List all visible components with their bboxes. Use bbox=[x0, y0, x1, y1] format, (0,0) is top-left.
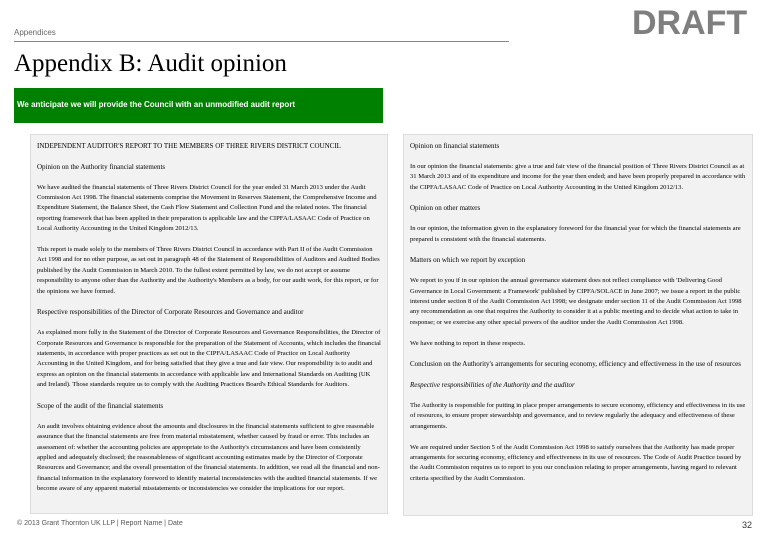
paragraph: We have nothing to report in these respects. bbox=[410, 339, 526, 347]
header-divider bbox=[14, 41, 509, 42]
auditor-report-left-column bbox=[30, 134, 388, 514]
section-heading: Conclusion on the Authority's arrangements for securing economy, efficiency and effectiveness in the use of resources bbox=[410, 360, 742, 369]
draft-watermark: DRAFT bbox=[632, 4, 748, 42]
paragraph: We are required under Section 5 of the Audit Commission Act 1998 to satisfy ourselves that the Authority has made proper arrangements for securing economy, efficiency and effectiveness in its use of resources. The Code of Audit Practice issued by the Audit Commission requires us to report to you our conclusion relating to proper arrangements, having regard to relevant criteria specified by the Audit Commission. bbox=[410, 443, 742, 482]
section-heading: Opinion on financial statements bbox=[410, 142, 500, 150]
paragraph: As explained more fully in the Statement of the Director of Corporate Resources and Governance Responsibilities, the Director of Corporate Resources and Governance is responsible for the preparation of the Statement of Accounts, which includes the financial statements, in accordance with proper practices as set out in the CIPFA/LASAAC Code of Practice on Local Authority Accounting in the United Kingdom, and for being satisfied that they give a true and fair view. Our responsibility is to audit and express an opinion on the financial statements in accordance with applicable law and International Standards on Auditing (UK and Ireland). Those standards require us to comply with the Auditing Practices Board's Ethical Standards for Auditors. bbox=[37, 329, 381, 389]
auditor-report-right-column bbox=[403, 134, 753, 516]
paragraph: An audit involves obtaining evidence about the amounts and disclosures in the financial statements sufficient to give reasonable assurance that the financial statements are free from material misstatement, whether caused by fraud or error. This includes an assessment of: whether the accounting policies are appropriate to the Authority's circumstances and have been consistently applied and adequately disclosed; the reasonableness of significant accounting estimates made by the Director of Corporate Resources and Governance; and the overall presentation of the financial statements. In addition, we read all the financial and non-financial information in the explanatory foreword to identify material inconsistencies with the audited financial statements. If we become aware of any apparent material misstatements or inconsistencies we consider the implications for our report. bbox=[37, 422, 380, 493]
paragraph: The Authority is responsible for putting in place proper arrangements to secure economy, efficiency and effectiveness in its use of resources, to ensure proper stewardship and governance, and to review regularly the adequacy and effectiveness of these arrangements. bbox=[410, 402, 746, 430]
paragraph: We have audited the financial statements of Three Rivers District Council for the year ended 31 March 2013 under the Audit Commission Act 1998. The financial statements comprise the Movement in Reserves Statement, the Comprehensive Income and Expenditure Statement, the Balance Sheet, the Cash Flow Statement and Collection Fund and the related notes. The financial reporting framework that has been applied in their preparation is applicable law and the CIPFA/LASAAC Code of Practice on Local Authority Accounting in the United Kingdom 2012/13. bbox=[37, 183, 377, 233]
section-heading: Opinion on the Authority financial statements bbox=[37, 162, 166, 171]
paragraph: This report is made solely to the members of Three Rivers District Council in accordance with Part II of the Audit Commission Act 1998 and for no other purpose, as set out in paragraph 48 of the Statement of Responsibilities of Auditors and Audited Bodies published by the Audit Commission in March 2010. To the fullest extent permitted by law, we do not accept or assume responsibility to anyone other than the Authority and the Authority's Members as a body, for our audit work, for this report, or for the opinions we have formed. bbox=[37, 246, 380, 295]
section-heading: Scope of the audit of the financial statements bbox=[37, 402, 164, 411]
paragraph: In our opinion, the information given in the explanatory foreword for the financial year for which the financial statements are prepared is consistent with the financial statements. bbox=[410, 225, 741, 243]
footer-copyright: © 2013 Grant Thornton UK LLP | Report Name | Date bbox=[17, 520, 183, 527]
page-title: Appendix B: Audit opinion bbox=[14, 50, 287, 77]
section-label: Appendices bbox=[14, 28, 56, 37]
section-heading: Respective responsibilities of the Authority and the auditor bbox=[410, 381, 575, 390]
paragraph: In our opinion the financial statements: give a true and fair view of the financial position of Three Rivers District Council as at 31 March 2013 and of its expenditure and income for the year then ended; and have been properly prepared in accordance with the CIPFA/LASAAC Code of Practice on Local Authority Accounting in the United Kingdom 2012/13. bbox=[410, 162, 746, 191]
summary-banner: We anticipate we will provide the Council with an unmodified audit report bbox=[14, 88, 383, 123]
section-heading: Respective responsibilities of the Director of Corporate Resources and Governance and auditor bbox=[37, 308, 304, 317]
section-heading: INDEPENDENT AUDITOR'S REPORT TO THE MEMBERS OF THREE RIVERS DISTRICT COUNCIL bbox=[37, 142, 341, 150]
section-heading: Matters on which we report by exception bbox=[410, 256, 526, 265]
page-number: 32 bbox=[742, 520, 753, 530]
section-heading: Opinion on other matters bbox=[410, 204, 481, 213]
paragraph: We report to you if in our opinion the annual governance statement does not reflect compliance with 'Delivering Good Governance in Local Government: a Framework' published by CIPFA/SOLACE in June 2007; we issue a report in the public interest under section 8 of the Audit Commission Act 1998; we designate under section 11 of the Audit Commission Act 1998 any recommendation as one that requires the Authority to consider it at a public meeting and to decide what action to take in response; or we exercise any other special powers of the auditor under the Audit Commission Act 1998. bbox=[410, 277, 742, 326]
